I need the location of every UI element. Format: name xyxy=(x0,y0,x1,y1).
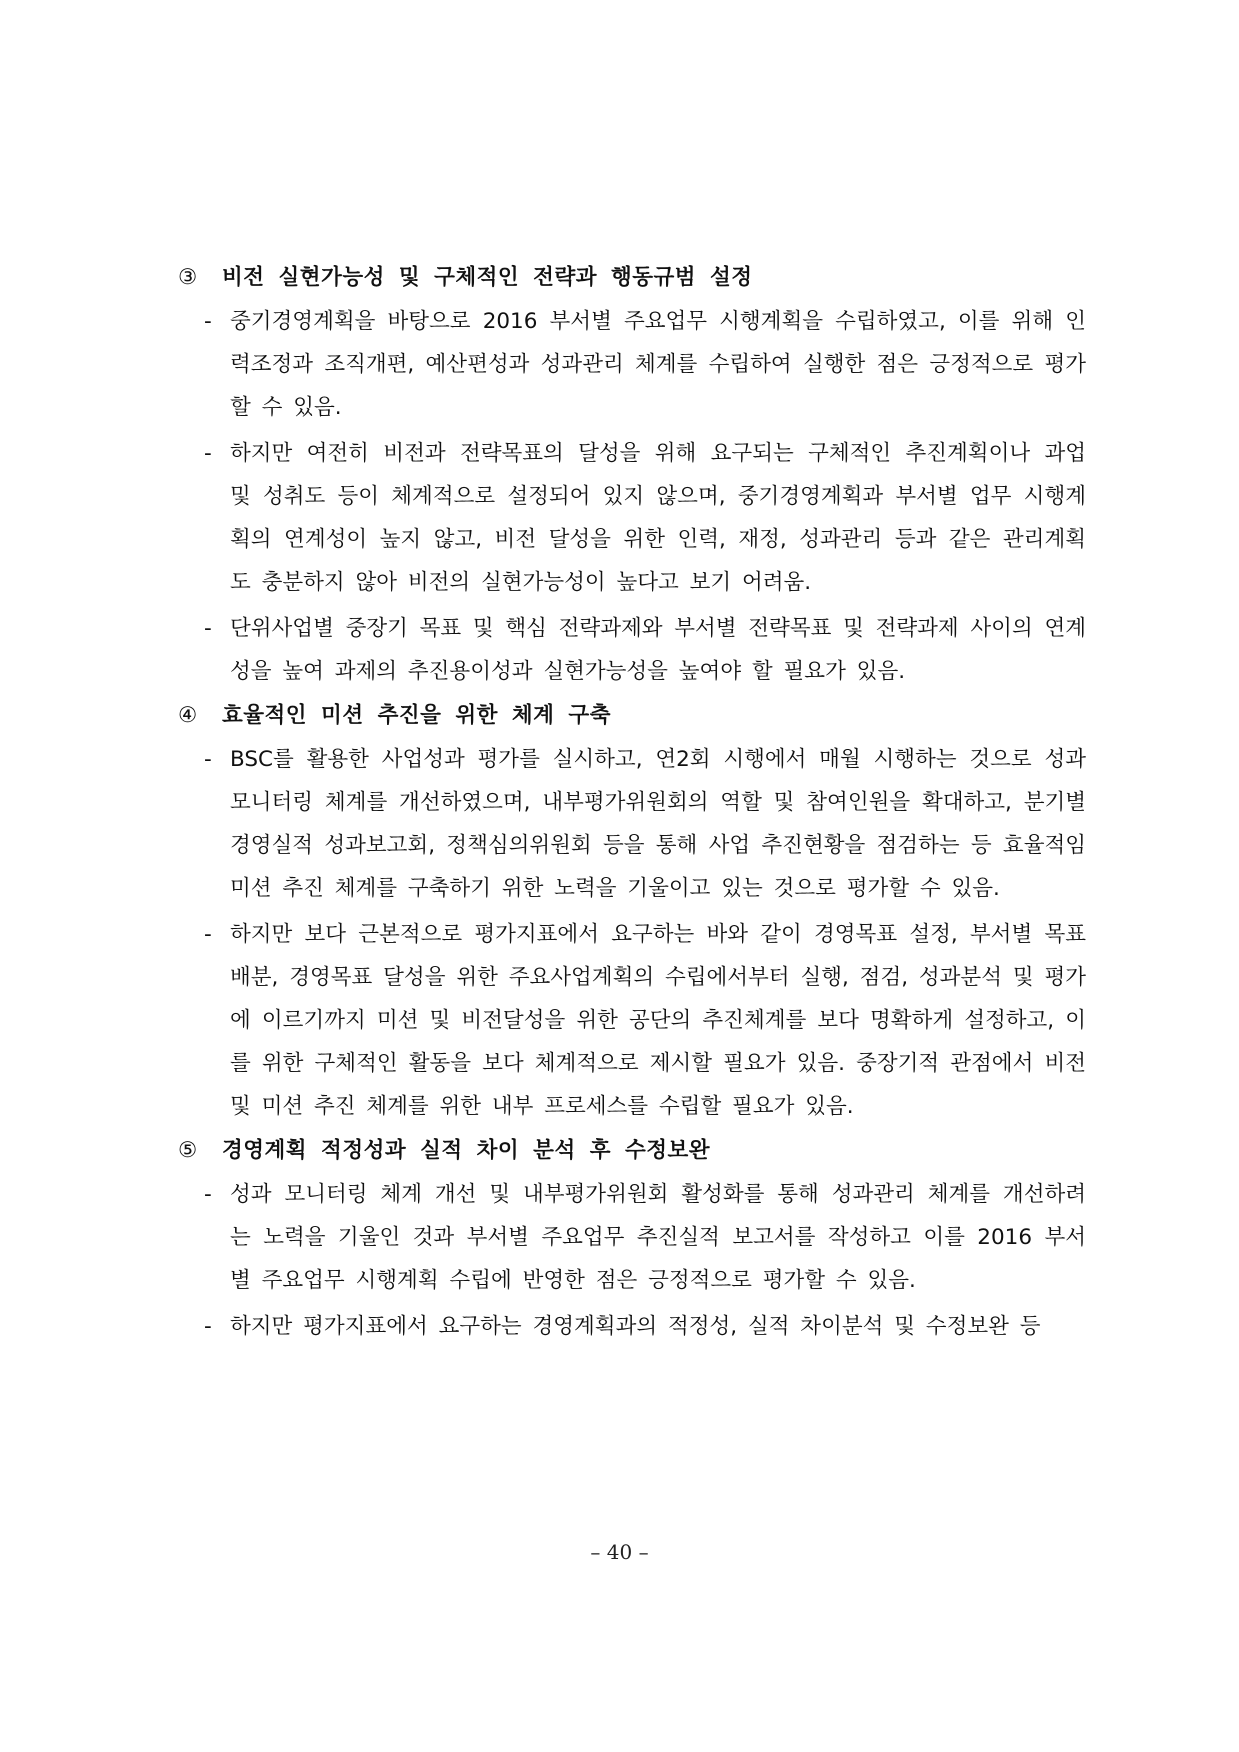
section-title: 경영계획 적정성과 실적 차이 분석 후 수정보완 xyxy=(222,1138,711,1163)
bullet-paragraph xyxy=(178,607,1086,693)
section-number: ③ xyxy=(178,265,198,290)
bullet-paragraph xyxy=(178,1173,1086,1302)
bullet-text: 하지만 여전히 비전과 전략목표의 달성을 위해 요구되는 구체적인 추진계획이나 과업 및 성취도 등이 체계적으로 설정되어 있지 않으며, 중기경영계획과 부서별 업무 시행계획의 연계성이 높지 않고, 비전 달성을 위한 인력, 재정, 성과관리 등과 같은 관리계획도 충분하지 않아 비전의 실현가능성이 높다고 보기 어려움. xyxy=(230,441,1086,595)
bullet-dash: - xyxy=(204,441,212,466)
section-title: 비전 실현가능성 및 구체적인 전략과 행동규범 설정 xyxy=(222,265,753,290)
bullet-paragraph xyxy=(178,913,1086,1128)
bullet-paragraph xyxy=(178,432,1086,604)
bullet-text: 성과 모니터링 체계 개선 및 내부평가위원회 활성화를 통해 성과관리 체계를 개선하려는 노력을 기울인 것과 부서별 주요업무 추진실적 보고서를 작성하고 이를 2016 부서별 주요업무 시행계획 수립에 반영한 점은 긍정적으로 평가할 수 있음. xyxy=(230,1182,1086,1293)
section-heading xyxy=(178,1131,1086,1173)
page-number: – 40 – xyxy=(590,1540,649,1564)
bullet-paragraph xyxy=(178,300,1086,429)
section-number: ⑤ xyxy=(178,1138,198,1163)
section-number: ④ xyxy=(178,703,198,728)
bullet-dash: - xyxy=(204,1182,212,1207)
section-heading xyxy=(178,696,1086,738)
bullet-paragraph xyxy=(178,1305,1086,1348)
bullet-dash: - xyxy=(204,747,212,772)
bullet-paragraph xyxy=(178,738,1086,910)
bullet-dash: - xyxy=(204,309,212,334)
page-body xyxy=(178,258,1086,1351)
bullet-text: 단위사업별 중장기 목표 및 핵심 전략과제와 부서별 전략목표 및 전략과제 사이의 연계성을 높여 과제의 추진용이성과 실현가능성을 높여야 할 필요가 있음. xyxy=(230,616,1086,684)
section-title: 효율적인 미션 추진을 위한 체계 구축 xyxy=(222,703,611,728)
section-heading xyxy=(178,258,1086,300)
bullet-text: 하지만 평가지표에서 요구하는 경영계획과의 적정성, 실적 차이분석 및 수정보완 등 xyxy=(230,1314,1041,1339)
bullet-text: 중기경영계획을 바탕으로 2016 부서별 주요업무 시행계획을 수립하였고, 이를 위해 인력조정과 조직개편, 예산편성과 성과관리 체계를 수립하여 실행한 점은 긍정적으로 평가할 수 있음. xyxy=(230,309,1086,420)
bullet-dash: - xyxy=(204,1314,212,1339)
bullet-dash: - xyxy=(204,922,212,947)
bullet-dash: - xyxy=(204,616,212,641)
bullet-text: 하지만 보다 근본적으로 평가지표에서 요구하는 바와 같이 경영목표 설정, 부서별 목표배분, 경영목표 달성을 위한 주요사업계획의 수립에서부터 실행, 점검, 성과분석 및 평가에 이르기까지 미션 및 비전달성을 위한 공단의 추진체계를 보다 명확하게 설정하고, 이를 위한 구체적인 활동을 보다 체계적으로 제시할 필요가 있음. 중장기적 관점에서 비전 및 미션 추진 체계를 위한 내부 프로세스를 수립할 필요가 있음. xyxy=(230,922,1086,1119)
bullet-text: BSC를 활용한 사업성과 평가를 실시하고, 연2회 시행에서 매월 시행하는 것으로 성과 모니터링 체계를 개선하였으며, 내부평가위원회의 역할 및 참여인원을 확대하고, 분기별 경영실적 성과보고회, 정책심의위원회 등을 통해 사업 추진현황을 점검하는 등 효율적임 미션 추진 체계를 구축하기 위한 노력을 기울이고 있는 것으로 평가할 수 있음. xyxy=(230,747,1086,901)
